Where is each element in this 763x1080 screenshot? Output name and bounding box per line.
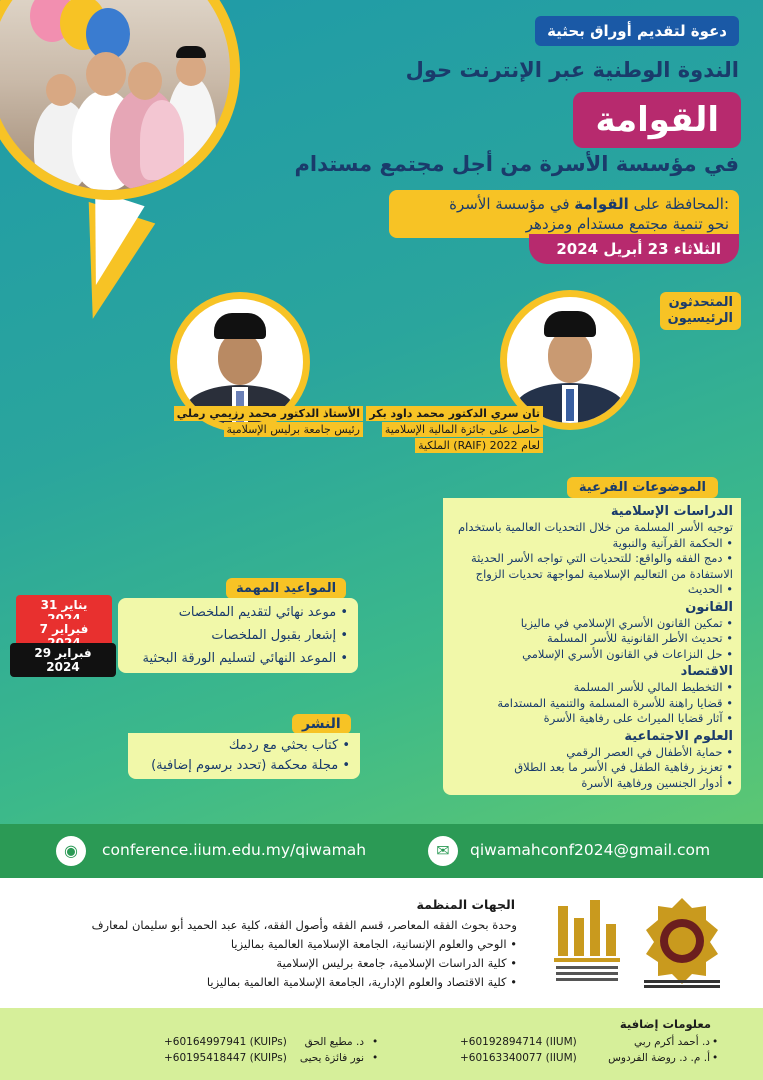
publication-label: النشر [292, 714, 351, 734]
topic-item: أدوار الجنسين ورفاهية الأسرة • [451, 776, 733, 792]
iium-logo [640, 896, 724, 990]
email-link[interactable]: qiwamahconf2024@gmail.com [470, 841, 711, 859]
topic-item: تمكين القانون الأسري الإسلامي في ماليزيا • [451, 616, 733, 632]
father-face [86, 52, 126, 96]
contact-name: أ. م. د. روضة الفردوس [608, 1052, 710, 1064]
contact-name: نور فائزة يحيى [299, 1052, 364, 1064]
contact-column-left [164, 1034, 364, 1066]
date-item: الموعد النهائي لتسليم الورقة البحثية • [128, 647, 348, 670]
theme-highlight: القوامة [574, 195, 629, 213]
organizer-item: كلية الاقتصاد والعلوم الإدارية، الجامعة الإسلامية العالمية بماليزيا • [77, 973, 517, 992]
organizers-label: الجهات المنظمة [416, 897, 515, 912]
topic-item: قضايا راهنة للأسرة المسلمة والتنمية المستدامة • [451, 696, 733, 712]
speaker-right-info [343, 407, 543, 453]
topic-item: تحديث الأطر القانونية للأسر المسلمة • [451, 631, 733, 647]
date-item: إشعار بقبول الملخصات • [128, 624, 348, 647]
date-item: موعد نهائي لتقديم الملخصات • [128, 601, 348, 624]
face [218, 333, 262, 385]
important-dates-label: المواعيد المهمة [226, 578, 346, 599]
bullet-icon: • [372, 1052, 379, 1064]
theme-text: المحافظة على [628, 195, 724, 213]
seminar-main-title: القوامة [573, 92, 741, 148]
face [548, 331, 592, 383]
songkok-icon [544, 311, 596, 337]
publication-box [128, 733, 360, 779]
publication-item: كتاب بحثي مع ردمك • [138, 736, 350, 756]
speaker-name: تان سري الدكتور محمد داود بكر [366, 406, 543, 421]
date-pill: 7 فبراير [16, 619, 112, 653]
contact-phone: +60164997941 (KUIPs) [164, 1036, 287, 1048]
mother-face [128, 62, 162, 100]
speaker-left-info [153, 407, 363, 437]
contact-phone: +60195418447 (KUIPs) [164, 1052, 287, 1064]
topic-item: التخطيط المالي للأسر المسلمة • [451, 680, 733, 696]
cap-icon [176, 46, 206, 58]
date-pill: 31 يناير [16, 595, 112, 629]
topic-item: تعزيز رفاهية الطفل في الأسر ما بعد الطلاق • [451, 760, 733, 776]
additional-info-label: معلومات إضافية [619, 1017, 711, 1031]
contact-phone: +60192894714 (IIUM) [460, 1036, 577, 1048]
speaker-name: الأستاذ الدكتور محمد رزيمي رملي [174, 406, 363, 421]
theme-text: في مؤسسة الأسرة: [449, 195, 729, 213]
bullet-icon: • [712, 1036, 719, 1048]
topic-item: الاستفادة من التعاليم الإسلامية لمواجهة تحديات الزواج الحديث • [451, 567, 733, 598]
event-date: الثلاثاء 23 أبريل 2024 [529, 234, 739, 264]
call-for-papers-badge: دعوة لتقديم أوراق بحثية [535, 16, 739, 46]
date-pill: 29 فبراير 2024 [10, 643, 116, 677]
important-dates-box [118, 598, 358, 673]
speaker-portrait [507, 297, 633, 423]
topic-category: العلوم الاجتماعية [624, 728, 733, 744]
topic-item: آثار قضايا الميراث على رفاهية الأسرة • [451, 711, 733, 727]
mail-icon: ✉ [428, 836, 458, 866]
family-photo [0, 0, 230, 190]
organizer-item: وحدة بحوث الفقه المعاصر، قسم الفقه وأصول الفقه، كلية عبد الحميد أبو سليمان لمعارف الوحي والعلوم الإنسانية، الجامعة الإسلامية العالمية بماليزيا • [77, 916, 517, 954]
seminar-title-line1: الندوة الوطنية عبر الإنترنت حول [405, 58, 739, 82]
subtopics-label: الموضوعات الفرعية [567, 477, 718, 498]
label-line: المتحدثون [668, 295, 733, 310]
speaker-desc: حاصل على جائزة المالية الإسلامية [382, 422, 543, 437]
bullet-column-right [712, 1034, 732, 1066]
topic-category: القانون [685, 599, 733, 615]
speaker-desc: رئيس جامعة برليس الإسلامية [224, 422, 364, 437]
topic-item: حل النزاعات في القانون الأسري الإسلامي • [451, 647, 733, 663]
tie [566, 389, 574, 421]
organizers-list [77, 916, 517, 992]
topic-category: الاقتصاد [680, 664, 733, 679]
globe-icon: ◉ [56, 836, 86, 866]
keynote-speakers-label [660, 292, 741, 330]
songkok-icon [214, 313, 266, 339]
speaker-desc: الملكية (RAIF) لعام 2022 [415, 438, 543, 453]
topic-item: توجيه الأسر المسلمة من خلال التحديات العالمية باستخدام الحكمة القرآنية والنبوية • [451, 520, 733, 551]
topic-item: دمج الفقه والواقع: للتحديات التي تواجه الأسر الحديثة • [451, 551, 733, 567]
bullet-icon: • [372, 1036, 379, 1048]
contact-bar [0, 824, 763, 878]
label-line: الرئيسيون [667, 311, 733, 326]
theme-line2: نحو تنمية مجتمع مستدام ومزدهر [525, 215, 729, 233]
kuips-logo [552, 896, 622, 986]
organizer-item: كلية الدراسات الإسلامية، جامعة برليس الإسلامية • [77, 954, 517, 973]
contact-column-right [460, 1034, 710, 1066]
person-figure [140, 100, 184, 180]
child-face [46, 74, 76, 106]
theme-box [389, 190, 739, 238]
topic-item: حماية الأطفال في العصر الرقمي • [451, 745, 733, 761]
seminar-title-line2: في مؤسسة الأسرة من أجل مجتمع مستدام [294, 152, 739, 176]
bullet-icon: • [712, 1052, 719, 1064]
subtopics-box [443, 498, 741, 795]
additional-info-section [0, 1008, 763, 1080]
organizers-section [0, 878, 763, 1008]
bullet-column-left [372, 1034, 392, 1066]
topic-category: الدراسات الإسلامية [610, 504, 733, 519]
publication-item: مجلة محكمة (تحدد برسوم إضافية) • [138, 756, 350, 776]
boy-face [176, 54, 206, 86]
contact-name: د. أحمد أكرم ربي [634, 1036, 710, 1048]
contact-name: د. مطيع الحق [304, 1036, 364, 1048]
contact-phone: +60163340077 (IIUM) [460, 1052, 577, 1064]
website-link[interactable]: conference.iium.edu.my/qiwamah [102, 841, 367, 859]
